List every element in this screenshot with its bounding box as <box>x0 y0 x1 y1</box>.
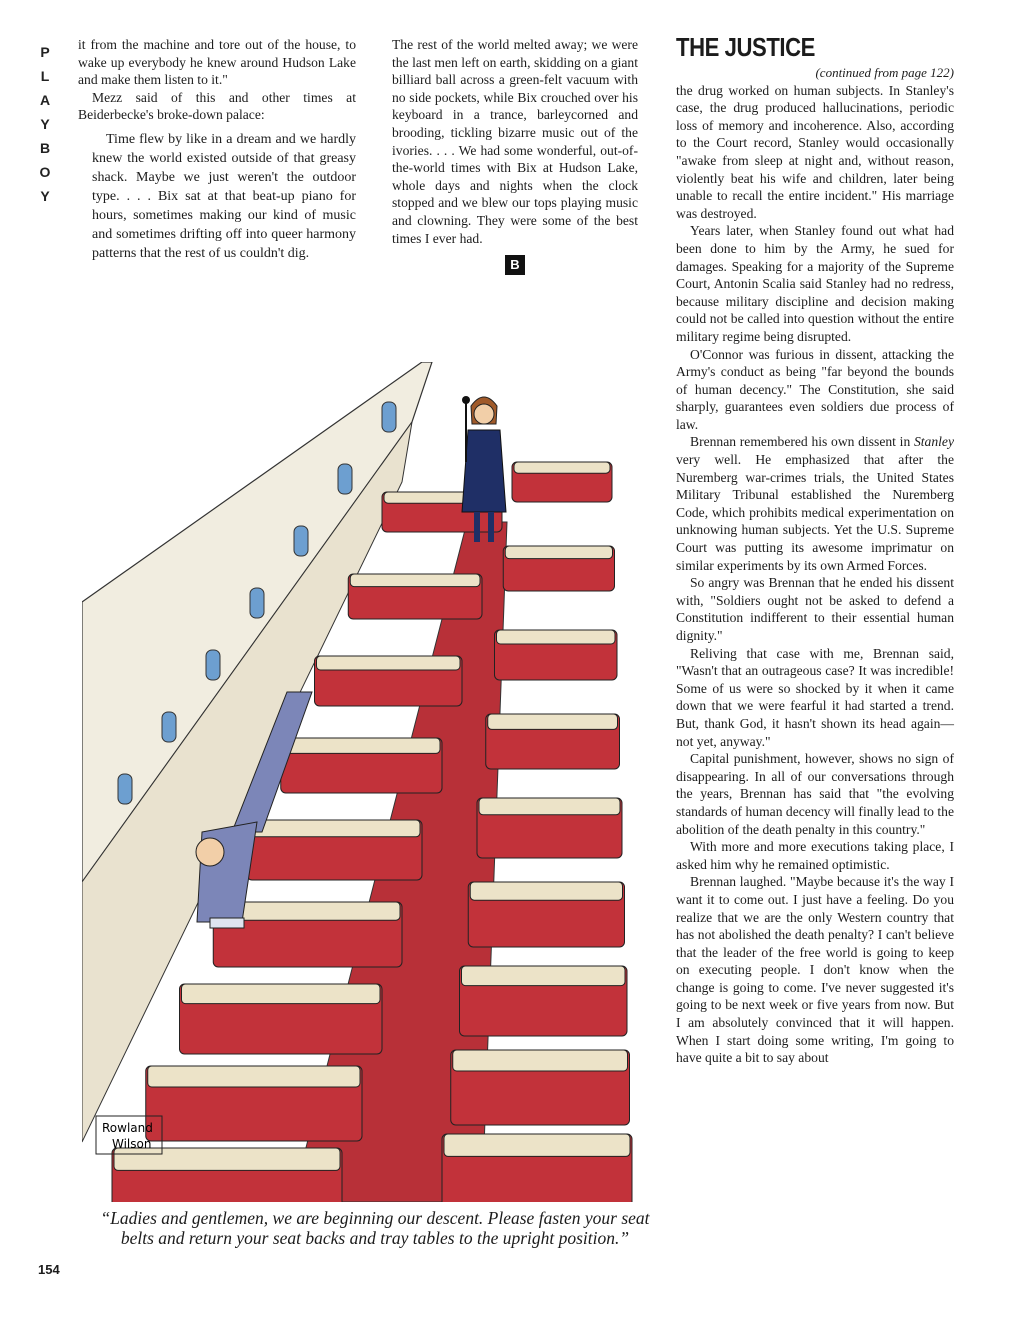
vertical-label-letter: A <box>39 92 51 108</box>
window-shape <box>338 464 352 494</box>
col1-paragraph-1: it from the machine and tore out of the house, to wake up everybody he knew around Hudson Lake and make them listen to it." <box>78 37 356 88</box>
seat-headrest <box>497 630 616 644</box>
seat-headrest <box>488 714 618 729</box>
seat-headrest <box>350 574 480 587</box>
seat-headrest <box>470 882 622 900</box>
col1-block-quote: Time flew by like in a dream and we hardly knew the world existed outside of that greasy shack. Maybe we just weren't the outdoor type. . . . Bix sat at that beat-up piano for hours, sometimes making our kind of music and sometimes drifting off into queer harmony patterns that the rest of us couldn't dig. <box>92 131 356 261</box>
cartoon-signature-line-2: Wilson <box>112 1137 152 1151</box>
window-shape <box>294 526 308 556</box>
seat-headrest <box>444 1134 630 1156</box>
seat-headrest <box>505 546 612 559</box>
vertical-label-letter: L <box>40 68 50 84</box>
seat-headrest <box>249 820 420 837</box>
col3-paragraph-1: the drug worked on human subjects. In Stanley's case, the drug produced hallucinations, periodic loss of memory and incoherence. Also, according to the Court record, Stanley would occasionally "awake from sleep at night and, without reason, violently beat his wife and children, later being unable to recall the entire incident." His marriage was destroyed. <box>676 82 954 221</box>
vertical-label-letter: P <box>40 44 50 60</box>
col3-paragraph-4 <box>676 433 954 574</box>
col3-paragraph-7: Capital punishment, however, shows no sign of disappearing. In all of our conversations through the years, Brennan has said that "the evolving standards of human decency will finally lead to the abolition of the death penalty in this country." <box>676 751 954 837</box>
window-shape <box>382 402 396 432</box>
column-1 <box>78 36 356 263</box>
page-number: 154 <box>38 1262 60 1277</box>
airplane-cabin-cartoon <box>82 362 642 1202</box>
col3-paragraph-5: So angry was Brennan that he ended his dissent with, "Soldiers ought not be asked to defend a Constitution indifferent to their essential human dignity." <box>676 575 954 643</box>
col2-paragraph-1: The rest of the world melted away; we were the last men left on earth, skidding on a giant billiard ball across a green-felt vacuum with no side pockets, while Bix crouched over his keyboard in a trance, barleycorned and brooding, tickling bizarre music out of the ivories. . . . We had some wonderful, out-of-the-world times with Bix at Hudson Lake, whole days and nights when the clock stopped and we blew our tops playing music and clowning. They were some of the best times I ever had. <box>392 37 638 246</box>
column-3 <box>676 30 954 1067</box>
col3-paragraph-3: O'Connor was furious in dissent, attacking the Army's conduct as being "far beyond the bounds of human decency." The Constitution, she said sharply, guarantees even soldiers due process of law. <box>676 346 954 432</box>
case-name: Stanley <box>913 434 954 450</box>
continued-from-note: (continued from page 122) <box>815 65 954 80</box>
vertical-label-text <box>36 40 54 208</box>
col3-paragraph-2: Years later, when Stanley found out what had been done to him by the Army, he sued for damages. Speaking for a majority of the Supreme Court, Antonin Scalia said Stanley had no redress, because military discipline and decision making could not be called into question without the entire military regime being disrupted. <box>676 223 954 344</box>
end-mark-icon: B <box>505 255 525 275</box>
cartoon-signature-line-1: Rowland <box>102 1121 153 1135</box>
vertical-label-letter: B <box>39 140 51 156</box>
cartoon-caption: “Ladies and gentlemen, we are beginning our descent. Please fasten your seat belts and return your seat backs and tray tables to the upright position.” <box>100 1208 650 1248</box>
magazine-running-head <box>36 40 54 208</box>
col3-paragraph-8: With more and more executions taking place, I asked him why he remained optimistic. <box>676 839 954 872</box>
seat-headrest <box>148 1066 360 1087</box>
col3-paragraph-9: Brennan laughed. "Maybe because it's the way I want it to come out. I just have a feeling. Do you realize that we are the only Western country that has not abolished the death penalty? I can't believe that the leader of the free world is going to keep on executing people. I don't know when the change is going to come. I've never suggested it's going to be next week or five years from now. But I am absolutely convinced that it will happen. When I start doing some writing, I'm going to have quite a bit to say about <box>676 874 954 1066</box>
vertical-label-letter: Y <box>40 116 50 132</box>
col1-paragraph-2: Mezz said of this and other times at Beiderbecke's broke-down palace: <box>78 89 356 123</box>
article-headline: THE JUSTICE <box>676 32 816 62</box>
seat-headrest <box>462 966 626 986</box>
seat-headrest <box>317 656 461 670</box>
col3-paragraph-6: Reliving that case with me, Brennan said, "Wasn't that an outrageous case? It was incredible! Some of us were so shocked by it when it came down that we were fearful it had started a trend. But, thank God, it hasn't shown its head again—not yet, anyway." <box>676 645 954 749</box>
seat-headrest <box>114 1148 340 1170</box>
vertical-label-letter: Y <box>40 188 50 204</box>
seat-headrest <box>182 984 381 1004</box>
seat-headrest <box>283 738 440 753</box>
col3-p4-text-a: Brennan remembered his own dissent in <box>690 434 914 450</box>
column-2 <box>392 36 638 275</box>
window-shape <box>250 588 264 618</box>
vertical-label-letter: O <box>39 164 51 180</box>
window-shape <box>206 650 220 680</box>
window-shape <box>118 774 132 804</box>
seat-headrest <box>453 1050 628 1071</box>
col3-p4-text-b: very well. He emphasized that after the Nuremberg war-crimes trials, the United States Military Tribunal established the Nuremberg Code, which prohibits medical experimentation on unknowing human subjects. Yet the U.S. Supreme Court was putting its awesome imprimatur on similar experiments by its own Armed Forces. <box>676 452 954 573</box>
seat-headrest <box>514 462 610 473</box>
window-shape <box>162 712 176 742</box>
seat-headrest <box>479 798 620 815</box>
